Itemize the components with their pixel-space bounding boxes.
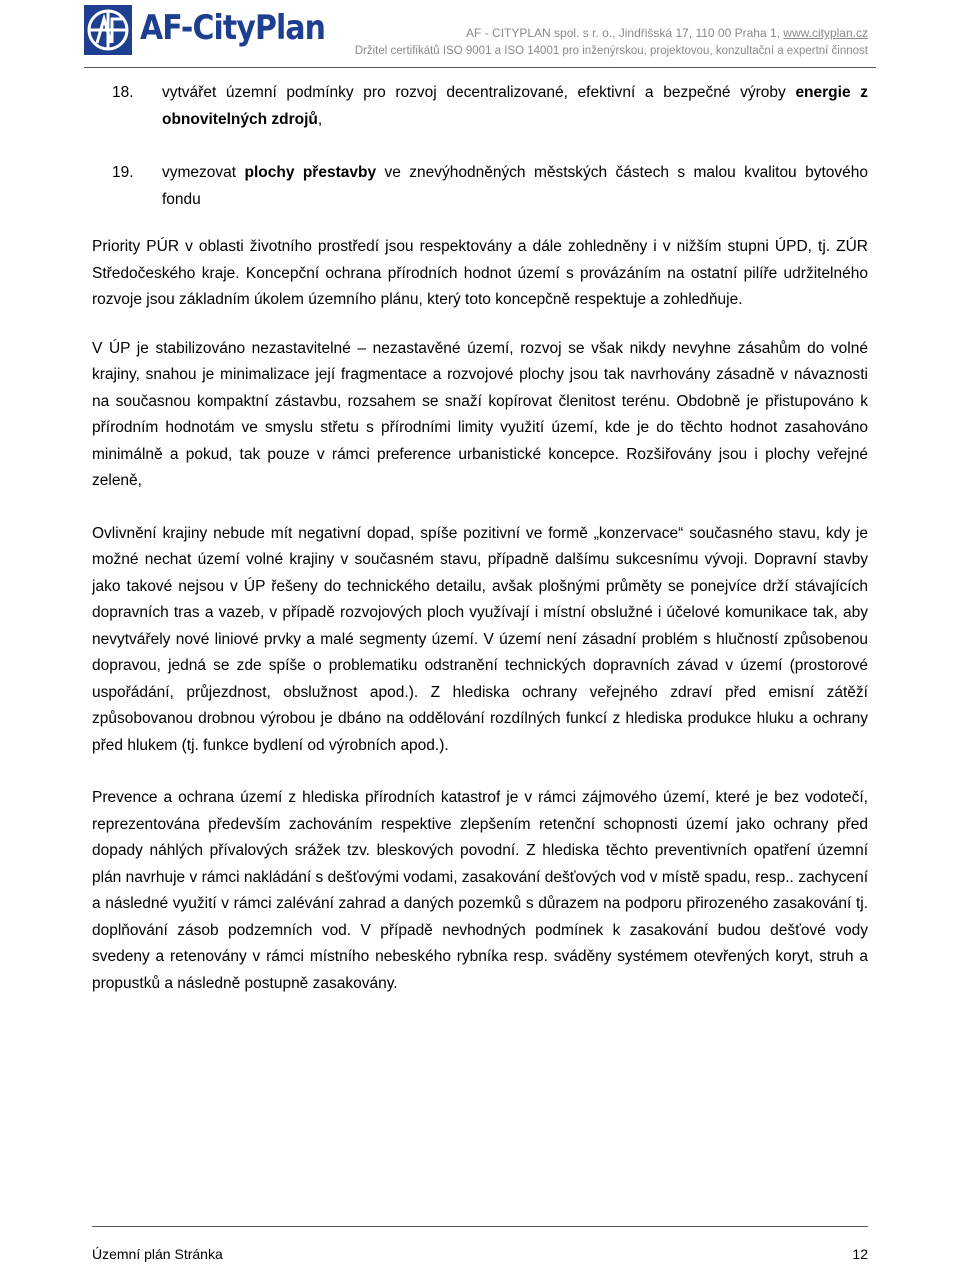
company-address-text: AF - CITYPLAN spol. s r. o., Jindřišská 17, 110 00 Praha 1, — [466, 26, 784, 40]
page-header — [0, 0, 960, 66]
paragraph: Prevence a ochrana území z hlediska přírodních katastrof je v rámci zájmového území, které je bez vodotečí, reprezentována především zachováním respektive zlepšením retenční schopnosti území jako ochrany před dopady náhlých přívalových srážek tzv. bleskových povodní. Z hlediska těchto preventivních opatření územní plán navrhuje v rámci nakládání s dešťovými vodami, zasakování dešťových vod v místě spadu, resp.. zachycení a následné využití v rámci zalévání zahrad a daných pozemků s důrazem na podporu přirozeného zasakování tj. doplňování zásob podzemních vod. V případě nevhodných podmínek k zasakování budou dešťové vody svedeny a retenovány v rámci místního nebeského rybníka resp. sváděny systémem otevřených koryt, struh a propustků a následně postupně zasakovány. — [92, 789, 868, 992]
paragraph: V ÚP je stabilizováno nezastavitelné – nezastavěné území, rozvoj se však nikdy nevyhne zásahům do volné krajiny, snahou je minimalizace její fragmentace a rozvojové plochy jsou tak navrhovány zásadně v návaznosti na současnou kompaktní zástavbu, rozsahem se snaží kopírovat členitost terénu. Obdobně je přistupováno k přírodním hodnotám ve smyslu střetu s přírodními limity využití území, kde je do těchto hodnot zasahováno minimálně a pokud, tak pouze v rámci preference urbanistické koncepce. Rozšiřovány jsou i plochy veřejné zeleně, — [92, 339, 868, 489]
list-item — [92, 159, 868, 213]
document-body — [92, 79, 868, 997]
list-item-text-end: ve znevýhodněných městských částech s malou kvalitou bytového fondu — [162, 164, 868, 208]
list-item-text: vymezovat — [162, 164, 245, 181]
page-number: 12 — [852, 1246, 868, 1262]
paragraph: Ovlivnění krajiny nebude mít negativní dopad, spíše pozitivní ve formě „konzervace“ současného stavu, kdy je možné nechat území volné krajiny v současném stavu, případně dalšímu sukcesnímu vývoji. Dopravní stavby jako takové nejsou v ÚP řešeny do technického detailu, avšak plošnými průměty se ponejvíce drží stávajících dopravních tras a vazeb, v případě rozvojových ploch využívají i místní obslužné i účelové komunikace tak, aby nevytvářely nové liniové prvky a malé segmenty území. V území není zásadní problém s hlučností způsobenou dopravou, jedná se zde spíše o problematiku odstranění technických dopravních závad v území (prostorové uspořádání, průjezdnost, obslužnost apod.). Z hlediska ochrany veřejného zdraví před emisní zátěží způsobovanou drobnou výrobou je dbáno na oddělování rozdílných funkcí z hlediska produkce hluku a ochrany před hlukem (tj. funkce bydlení od výrobních apod.). — [92, 524, 868, 754]
company-website-link[interactable]: www.cityplan.cz — [783, 26, 868, 40]
list-item-text: vytvářet územní podmínky pro rozvoj decentralizované, efektivní a bezpečné výroby — [162, 84, 796, 101]
af-cityplan-logo-icon — [84, 5, 132, 55]
list-item-bold-text: plochy přestavby — [244, 164, 377, 181]
company-address — [466, 26, 868, 40]
paragraph: Priority PÚR v oblasti životního prostředí jsou respektovány a dále zohledněny i v nižším stupni ÚPD, tj. ZÚR Středočeského kraje. Koncepční ochrana přírodních hodnot území s provázáním na ostatní pilíře udržitelného rozvoje jsou základním úkolem územního plánu, který toto koncepčně respektuje a zohledňuje. — [92, 238, 868, 308]
list-item-number: 19. — [112, 164, 134, 181]
certificate-line: Držitel certifikátů ISO 9001 a ISO 14001 pro inženýrskou, projektovou, konzultační a expertní činnost — [354, 45, 868, 57]
page-footer — [92, 1226, 868, 1262]
list-item-bold-text: energie z obnovitelných zdrojů — [162, 84, 868, 128]
header-divider — [84, 67, 876, 68]
list-item — [92, 79, 868, 133]
brand-name: AF-CityPlan — [140, 8, 326, 48]
list-item-number: 18. — [112, 84, 134, 101]
list-item-text-end: , — [317, 111, 323, 128]
footer-title: Územní plán Stránka — [92, 1246, 223, 1262]
